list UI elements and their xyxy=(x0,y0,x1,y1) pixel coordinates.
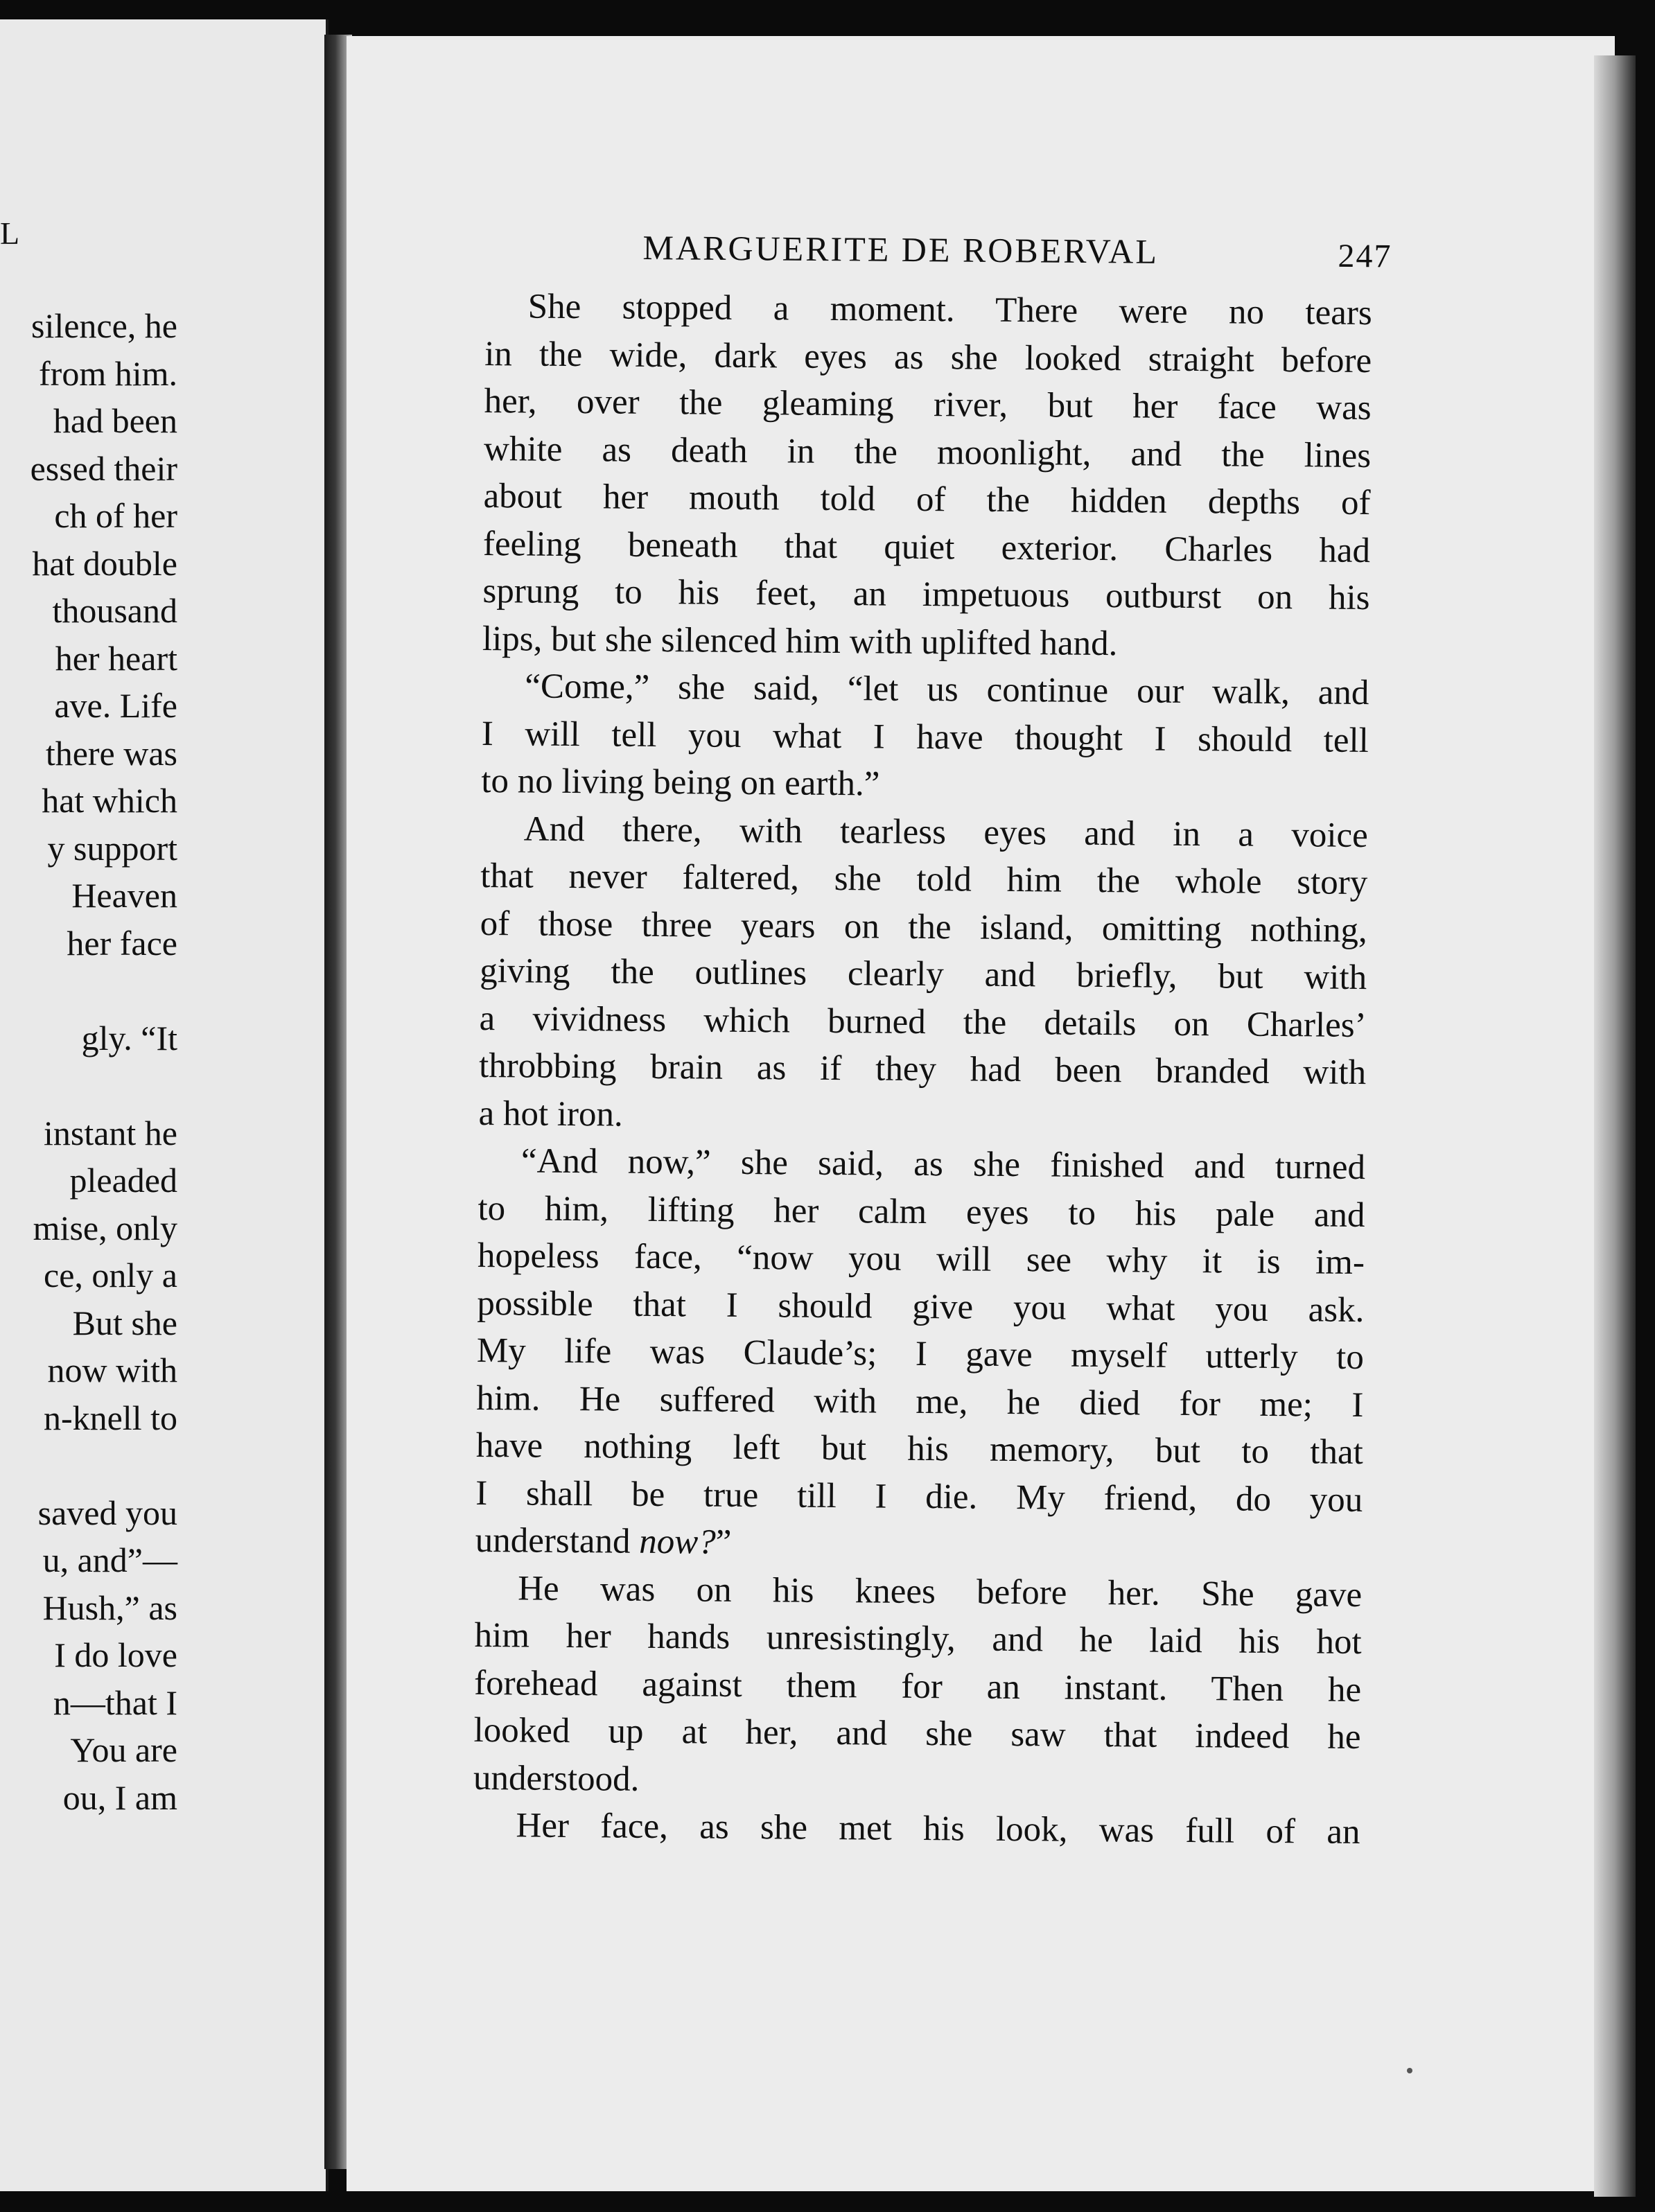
running-title: MARGUERITE DE ROBERVAL xyxy=(642,227,1159,271)
text-line xyxy=(475,1564,1362,1619)
text-line xyxy=(477,1279,1364,1334)
text-line xyxy=(482,662,1369,717)
text-line xyxy=(473,1754,1360,1809)
text-line xyxy=(484,425,1371,480)
previous-page-line: hat double xyxy=(32,543,177,583)
previous-page-line: there was xyxy=(45,733,177,773)
text-line xyxy=(475,1517,1362,1572)
text-line xyxy=(478,1184,1365,1239)
text-line-content: to him, lifting her calm eyes to his pale and xyxy=(478,1188,1365,1235)
previous-page-line: silence, he xyxy=(30,306,177,345)
text-line xyxy=(474,1659,1361,1714)
previous-page-line: instant he xyxy=(43,1113,177,1152)
text-line-content: white as death in the moonlight, and the lines xyxy=(483,429,1372,475)
current-page xyxy=(347,36,1615,2191)
text-line-content: a hot iron. xyxy=(478,1094,624,1134)
text-line-content: “Come,” she said, “let us continue our walk, and xyxy=(525,667,1369,713)
previous-page-line xyxy=(30,1441,177,1489)
previous-page-line: her heart xyxy=(55,638,177,678)
previous-page-line xyxy=(30,1062,177,1109)
previous-page-line: now with xyxy=(47,1351,177,1389)
text-line xyxy=(478,1089,1365,1144)
text-line-content: her, over the gleaming river, but her face was xyxy=(484,381,1372,428)
page-body-text xyxy=(473,283,1372,1856)
text-line-content: hopeless face, “now you will see why it is im- xyxy=(477,1236,1365,1283)
text-line-content: “And now,” she said, as she finished and turned xyxy=(520,1141,1366,1188)
previous-page-line: ave. Life xyxy=(54,686,177,725)
previous-page-line: You are xyxy=(70,1730,177,1769)
previous-page-text xyxy=(30,302,177,1821)
previous-page xyxy=(0,19,329,2191)
closing-quote: ” xyxy=(715,1522,732,1562)
text-line-content: to no living being on earth.” xyxy=(481,761,880,804)
text-line xyxy=(479,994,1366,1049)
text-line-content: I shall be true till I die. My friend, do you xyxy=(475,1473,1363,1520)
italic-emphasis: now? xyxy=(639,1522,717,1562)
previous-page-line: saved you xyxy=(37,1493,177,1532)
previous-page-line: ce, only a xyxy=(44,1256,177,1294)
text-line-content: of those three years on the island, omitting nothing, xyxy=(480,904,1367,950)
text-line-content: My life was Claude’s; I gave myself utterly to xyxy=(476,1331,1365,1378)
text-line-content: about her mouth told of the hidden depths of xyxy=(483,476,1371,523)
previous-page-running-head: L xyxy=(0,216,22,251)
text-line xyxy=(481,805,1368,859)
text-line xyxy=(482,568,1369,622)
text-line xyxy=(480,852,1367,907)
text-line-content: possible that I should give you what you ask. xyxy=(477,1283,1365,1330)
text-line xyxy=(481,757,1368,812)
text-line-content: And there, with tearless eyes and in a voice xyxy=(523,809,1368,855)
text-line-content: giving the outlines clearly and briefly, but with xyxy=(479,951,1367,998)
page-number: 247 xyxy=(1338,237,1392,275)
text-line xyxy=(483,473,1370,527)
text-line xyxy=(474,1612,1361,1667)
text-line xyxy=(484,330,1372,385)
text-line xyxy=(478,1137,1365,1192)
previous-page-line: mise, only xyxy=(33,1208,177,1247)
previous-page-line: n-knell to xyxy=(43,1398,177,1437)
text-line-content: She stopped a moment. There were no tears xyxy=(527,287,1372,333)
text-line-content: He was on his knees before her. She gave xyxy=(517,1568,1363,1615)
text-line xyxy=(483,520,1370,574)
previous-page-line: ou, I am xyxy=(62,1778,177,1817)
text-line-content: understand xyxy=(475,1520,631,1561)
text-line xyxy=(475,1469,1363,1524)
previous-page-line: from him. xyxy=(39,353,177,393)
previous-page-line: thousand xyxy=(52,591,177,630)
text-line-content: in the wide, dark eyes as she looked straight before xyxy=(484,334,1372,380)
previous-page-line: I do love xyxy=(54,1635,177,1674)
text-line-content: lips, but she silenced him with uplifted hand. xyxy=(482,619,1118,663)
text-line xyxy=(482,710,1369,764)
previous-page-line: ch of her xyxy=(54,496,177,535)
text-line xyxy=(473,1707,1360,1762)
previous-page-line: her face xyxy=(67,923,177,963)
text-line xyxy=(482,615,1369,669)
text-line-content: him. He suffered with me, he died for me; I xyxy=(476,1378,1364,1425)
text-line-content: understood. xyxy=(473,1758,640,1799)
previous-page-line: y support xyxy=(47,828,177,868)
previous-page-line: Heaven xyxy=(71,876,177,915)
previous-page-line: u, and”— xyxy=(42,1540,177,1579)
text-line-content: looked up at her, and she saw that indeed he xyxy=(473,1710,1361,1757)
previous-page-line: had been xyxy=(53,401,177,440)
previous-page-line: pleaded xyxy=(69,1161,177,1200)
previous-page-line: But she xyxy=(72,1303,177,1342)
text-line-content: throbbing brain as if they had been branded with xyxy=(478,1046,1367,1093)
previous-page-line: n—that I xyxy=(53,1683,177,1722)
text-line xyxy=(476,1422,1363,1477)
text-line xyxy=(478,1232,1365,1287)
text-line-content: that never faltered, she told him the whole story xyxy=(480,856,1368,903)
page-edge-shadow xyxy=(1594,55,1636,2197)
text-line xyxy=(480,947,1367,1002)
previous-page-line: hat which xyxy=(42,781,177,820)
previous-page-line: gly. “It xyxy=(81,1018,177,1057)
text-line-content: I will tell you what I have thought I should tell xyxy=(481,714,1369,760)
previous-page-line xyxy=(30,967,177,1015)
text-line-content: have nothing left but his memory, but to that xyxy=(475,1425,1364,1473)
scan-speck xyxy=(1407,2068,1412,2073)
text-line-content: him her hands unresistingly, and he laid his hot xyxy=(474,1615,1362,1662)
text-line-content: Her face, as she met his look, was full of an xyxy=(516,1806,1360,1852)
text-line xyxy=(477,1327,1364,1382)
previous-page-line: essed their xyxy=(30,448,177,488)
text-line-content: a vividness which burned the details on Charles’ xyxy=(479,999,1367,1045)
text-line xyxy=(479,1042,1366,1097)
text-line xyxy=(484,283,1372,337)
text-line xyxy=(480,899,1367,954)
previous-page-line: Hush,” as xyxy=(42,1588,177,1627)
text-line-content: feeling beneath that quiet exterior. Charles had xyxy=(482,524,1371,570)
text-line xyxy=(476,1374,1363,1429)
text-line xyxy=(473,1802,1360,1857)
text-line-content: forehead against them for an instant. Then he xyxy=(473,1663,1362,1710)
running-head xyxy=(642,208,1615,279)
text-line xyxy=(484,378,1371,432)
text-line-content: sprung to his feet, an impetuous outburst on his xyxy=(482,571,1370,618)
